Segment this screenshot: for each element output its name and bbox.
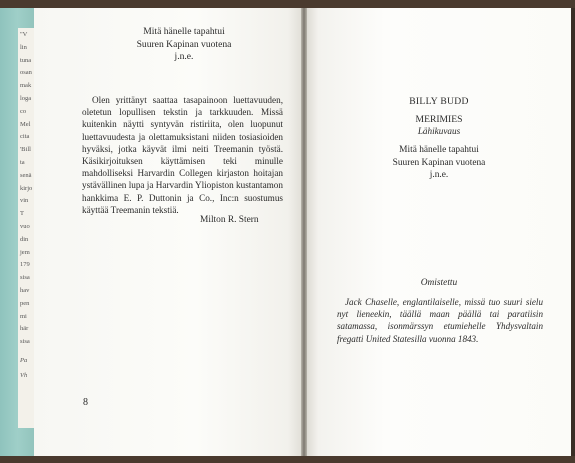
underlying-fragment: jem [20, 248, 30, 256]
note-paragraph: Olen yrittänyt saattaa tasapainoon luettavuuden, oletetun lopullisen tekstin ja tarkkuuden. Missä kuitenkin näytti syntyvän ristiriita, olen luopunut luettavuudesta ja olettamuksistani niiden tosiasioiden hyväksi, jotka käyvät ilmi neiti Treemanin työstä. Käsikirjoituksen käyttämisen teki minulle mahdolliseksi Harvardin Collegen kirjaston hoitajan ystävällinen lupa ja Harvardin Yliopiston kustantamon hankkima E. P. Duttonin ja Co., Inc:n suostumus käyttää Treemanin tekstiä. [82, 95, 283, 215]
underlying-fragment: 'Bill [20, 146, 31, 154]
underlying-fragment: osan [20, 69, 32, 77]
underlying-fragment: mak [20, 82, 32, 90]
underlying-fragment: "V [20, 31, 28, 38]
dedication-heading: Omistettu [420, 278, 458, 288]
right-heading-line-3: j.n.e. [429, 170, 449, 181]
underlying-fragment: kirjo [20, 184, 33, 192]
underlying-fragment: pen [20, 299, 30, 307]
underlying-fragment: tuna [20, 56, 32, 64]
right-page [305, 8, 571, 456]
book-gutter [301, 8, 307, 456]
underlying-fragment: Vh [20, 372, 28, 379]
signature: Milton R. Stern [200, 215, 259, 225]
book-subtitle-italic: Lähikuvaus [417, 126, 461, 136]
book-title: BILLY BUDD [409, 96, 469, 107]
left-heading [104, 26, 264, 64]
underlying-fragment: T [20, 210, 24, 218]
underlying-fragment: din [20, 235, 29, 243]
underlying-fragment: sisa [20, 338, 30, 346]
underlying-fragment: Pa [20, 357, 28, 364]
dedication-text: Jack Chaselle, englantilaiselle, missä tuo suuri sielu nyt lieneekin, täällä maan päällä tai paratiisin satamassa, isonmärssyn etumiehelle Yhdysvaltain fregatti United Statesilla vuonna 1843. [337, 297, 543, 344]
left-heading-line-2: Suuren Kapinan vuotena [136, 38, 232, 50]
underlying-fragment: Mel [20, 120, 31, 128]
underlying-fragment: co [20, 107, 27, 115]
underlying-fragment: vuo [20, 223, 30, 230]
book-subtitle: MERIMIES [415, 114, 463, 125]
right-heading-line-2: Suuren Kapinan vuotena [392, 157, 486, 168]
left-page [34, 8, 304, 456]
left-heading-line-3: j.n.e. [174, 51, 194, 63]
underlying-fragment: lin [20, 43, 27, 51]
underlying-fragment: loga [20, 95, 32, 102]
underlying-fragment: hav [20, 287, 30, 294]
right-heading [306, 144, 572, 182]
underlying-fragment: sisa [20, 274, 30, 282]
underlying-fragment: ta [20, 159, 25, 166]
underlying-fragment: vin [20, 197, 29, 205]
underlying-fragment: senä [20, 171, 32, 179]
underlying-fragment: här [20, 325, 29, 333]
background-edge [571, 8, 575, 456]
underlying-fragment: mi [20, 312, 27, 320]
right-heading-line-1: Mitä hänelle tapahtui [399, 145, 479, 155]
underlying-fragment: cita [20, 133, 30, 141]
underlying-fragment: 179 [20, 261, 30, 269]
left-heading-line-1: Mitä hänelle tapahtui [143, 26, 225, 37]
page-number: 8 [83, 397, 88, 408]
